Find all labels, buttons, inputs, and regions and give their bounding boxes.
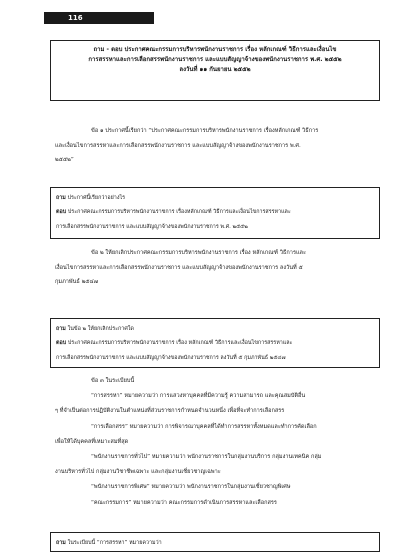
clause-line: และเงื่อนไขการสรรหาและการเลือกสรรพนักงานราชการ และแบบสัญญาจ้างของพนักงานราชการ พ.ศ.: [55, 142, 301, 149]
qa-box-1: [50, 187, 380, 239]
question-label: ถาม: [56, 195, 66, 201]
answer-text: ประกาศคณะกรรมการบริหารพนักงานราชการ เรื่อง หลักเกณฑ์ วิธีการและเงื่อนไขการสรรหาและ: [66, 340, 293, 347]
definition-line: “คณะกรรมการ” หมายความว่า คณะกรรมการดำเนินการสรรหาและเลือกสรร: [91, 499, 277, 506]
answer-line: [56, 205, 374, 219]
definition-line: “พนักงานราชการทั่วไป” หมายความว่า พนักงานราชการในกลุ่มงานบริการ กลุ่มงานเทคนิค กลุ่ม: [91, 454, 322, 461]
question-line: [56, 191, 374, 205]
title-line: ถาม - ตอบ ประกาศคณะกรรมการบริหารพนักงานราชการ เรื่อง หลักเกณฑ์ วิธีการและเงื่อนไข: [93, 46, 337, 53]
definition-line: “การเลือกสรร” หมายความว่า การพิจารณาบุคคลที่ได้ทำการสรรหาทั้งหมดและทำการคัดเลือก: [91, 423, 317, 430]
definition-line: เพื่อให้ได้บุคคลที่เหมาะสมที่สุด: [55, 438, 129, 445]
answer-text: ประกาศคณะกรรมการบริหารพนักงานราชการ เรื่องหลักเกณฑ์ วิธีการและเงื่อนไขการสรรหาและ: [66, 209, 291, 216]
question-label: ถาม: [56, 326, 66, 332]
title-line: ลงวันที่ ๑๑ กันยายน ๒๕๕๒: [179, 66, 251, 73]
question-text: ประกาศนี้เรียกว่าอย่างไร: [65, 195, 126, 201]
clause-line: กุมภาพันธ์ ๒๕๔๗: [55, 279, 98, 285]
question-line: [56, 322, 374, 336]
answer-line: การเลือกสรรพนักงานราชการ และแบบสัญญาจ้างของพนักงานราชการ ลงวันที่ ๕ กุมภาพันธ์ ๒๕๔๗: [56, 354, 286, 361]
definition-line: ๆ ที่จำเป็นต่อการปฏิบัติงานในตำแหน่งที่ส่วนราชการกำหนดจำนวนหนึ่ง เพื่อที่จะทำการเลือกสรร: [55, 408, 285, 415]
clause-line: ๒๕๕๒”: [55, 157, 74, 163]
definition-line: งานบริหารทั่วไป กลุ่มงานวิชาชีพเฉพาะ และกลุ่มงานเชี่ยวชาญเฉพาะ: [55, 469, 221, 476]
qa-box-3: [50, 532, 380, 552]
definition-line: “การสรรหา” หมายความว่า การแสวงหาบุคคลที่มีความรู้ ความสามารถ และคุณสมบัติอื่น: [91, 393, 306, 400]
clause-line: เงื่อนไขการสรรหาและการเลือกสรรพนักงานราชการ และแบบสัญญาจ้างของพนักงานราชการ ลงวันที่ ๕: [55, 264, 303, 271]
clause-1: [55, 124, 377, 168]
definition-line: “พนักงานราชการพิเศษ” หมายความว่า พนักงานราชการในกลุ่มงานเชี่ยวชาญพิเศษ: [91, 484, 291, 491]
answer-label: ตอบ: [56, 340, 67, 347]
clause-3: [55, 374, 377, 511]
title-line: การสรรหาและการเลือกสรรพนักงานราชการ และแบบสัญญาจ้างของพนักงานราชการ พ.ศ. ๒๕๕๒: [88, 56, 342, 63]
clause-line: ข้อ ๒ ให้ยกเลิกประกาศคณะกรรมการบริหารพนักงานราชการ เรื่อง หลักเกณฑ์ วิธีการและ: [91, 250, 306, 256]
answer-label: ตอบ: [56, 209, 67, 216]
clause-line: ข้อ ๓ ในระเบียบนี้: [91, 378, 135, 384]
question-label: ถาม: [56, 540, 66, 546]
answer-line: [56, 336, 374, 350]
clause-line: ข้อ ๑ ประกาศนี้เรียกว่า “ประกาศคณะกรรมการบริหารพนักงานราชการ เรื่องหลักเกณฑ์ วิธีการ: [91, 128, 319, 134]
question-text: ในข้อ ๒ ให้ยกเลิกประกาศใด: [65, 326, 134, 332]
clause-2: [55, 246, 377, 290]
question-line: [56, 536, 374, 550]
qa-box-2: [50, 318, 380, 368]
page-number: 116: [44, 12, 154, 24]
question-text: ในระเบียบนี้ “การสรรหา” หมายความว่า: [65, 540, 162, 546]
answer-line: การเลือกสรรพนักงานราชการ และแบบสัญญาจ้างของพนักงานราชการ พ.ศ. ๒๕๕๒: [56, 223, 248, 230]
document-title: [50, 40, 380, 101]
